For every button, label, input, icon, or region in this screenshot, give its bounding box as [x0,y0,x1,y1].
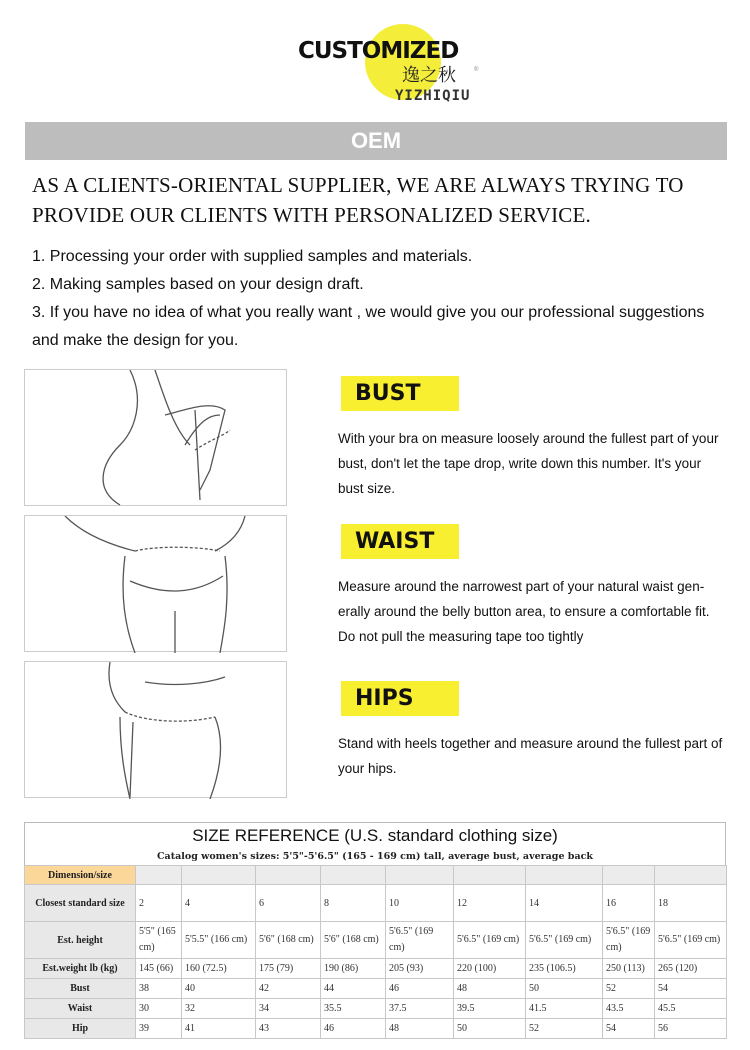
table-cell: 41 [182,1019,256,1039]
table-cell: 48 [386,1019,454,1039]
table-header-row [25,866,727,885]
table-cell: 50 [454,1019,526,1039]
waist-illustration [24,515,287,652]
table-row [25,885,727,922]
service-item: 3. If you have no idea of what you really want , we would give you our professional suggestions and make the design for you. [32,304,705,349]
hips-label: HIPS [341,681,459,716]
row-label: Est. height [25,922,136,959]
table-cell: 5'6.5" (169 cm) [655,922,727,959]
table-cell: 205 (93) [386,959,454,979]
table-cell: 45.5 [655,999,727,1019]
table-cell: 5'6.5" (169 cm) [454,922,526,959]
header-cell [526,866,603,885]
table-cell: 46 [321,1019,386,1039]
table-cell: 2 [136,885,182,922]
table-cell: 5'6.5" (169 cm) [603,922,655,959]
row-label: Hip [25,1019,136,1039]
row-label: Closest standard size [25,885,136,922]
table-cell: 39.5 [454,999,526,1019]
table-cell: 5'6" (168 cm) [256,922,321,959]
table-cell: 5'6.5" (169 cm) [526,922,603,959]
logo-registered: ® [474,67,479,73]
table-cell: 43.5 [603,999,655,1019]
table-cell: 46 [386,979,454,999]
row-label: Est.weight lb (kg) [25,959,136,979]
bust-label: BUST [341,376,459,411]
table-cell: 4 [182,885,256,922]
table-cell: 8 [321,885,386,922]
table-cell: 39 [136,1019,182,1039]
header-cell [256,866,321,885]
table-cell: 43 [256,1019,321,1039]
size-table-title: SIZE REFERENCE (U.S. standard clothing size) [192,826,558,845]
header-cell [603,866,655,885]
header-cell [454,866,526,885]
table-cell: 48 [454,979,526,999]
table-cell: 50 [526,979,603,999]
hips-illustration [24,661,287,798]
table-cell: 12 [454,885,526,922]
logo-text: CUSTOMIZED [298,38,459,64]
size-table-subtitle: Catalog women's sizes: 5'5"-5'6.5" (165 - 169 cm) tall, average bust, average back [157,851,593,862]
logo-brand: YIZHIQIU [395,88,471,104]
row-label: Waist [25,999,136,1019]
table-cell: 5'5" (165 cm) [136,922,182,959]
table-row [25,1019,727,1039]
table-cell: 160 (72.5) [182,959,256,979]
table-cell: 14 [526,885,603,922]
table-cell: 145 (66) [136,959,182,979]
service-item: 1. Processing your order with supplied samples and materials. [32,248,473,265]
oem-banner: OEM [25,122,727,160]
table-row [25,959,727,979]
table-cell: 16 [603,885,655,922]
table-cell: 37.5 [386,999,454,1019]
bust-illustration [24,369,287,506]
table-cell: 6 [256,885,321,922]
table-row [25,979,727,999]
table-cell: 54 [655,979,727,999]
service-item: 2. Making samples based on your design draft. [32,276,364,293]
table-cell: 44 [321,979,386,999]
header-cell [321,866,386,885]
header-cell [136,866,182,885]
table-cell: 54 [603,1019,655,1039]
header-cell [655,866,727,885]
service-list [32,243,732,355]
table-cell: 56 [655,1019,727,1039]
waist-description: Measure around the narrowest part of your natural waist gen-erally around the belly button area, to ensure a comfortable fit. Do not pull the measuring tape too tightly [338,579,710,644]
table-cell: 32 [182,999,256,1019]
table-cell: 35.5 [321,999,386,1019]
table-cell: 190 (86) [321,959,386,979]
headline: AS A CLIENTS-ORIENTAL SUPPLIER, WE ARE ALWAYS TRYING TO PROVIDE OUR CLIENTS WITH PERSONALIZED SERVICE. [32,173,684,227]
table-row [25,999,727,1019]
table-cell: 38 [136,979,182,999]
header-cell [182,866,256,885]
waist-label: WAIST [341,524,459,559]
table-row [25,922,727,959]
table-cell: 5'5.5" (166 cm) [182,922,256,959]
table-cell: 34 [256,999,321,1019]
row-label: Bust [25,979,136,999]
table-cell: 175 (79) [256,959,321,979]
table-cell: 235 (106.5) [526,959,603,979]
table-cell: 10 [386,885,454,922]
table-cell: 5'6.5" (169 cm) [386,922,454,959]
table-cell: 40 [182,979,256,999]
table-cell: 41.5 [526,999,603,1019]
table-cell: 220 (100) [454,959,526,979]
hips-description: Stand with heels together and measure around the fullest part of your hips. [338,736,723,776]
table-cell: 265 (120) [655,959,727,979]
header-cell: Dimension/size [25,866,136,885]
table-cell: 42 [256,979,321,999]
table-cell: 250 (113) [603,959,655,979]
bust-description: With your bra on measure loosely around the fullest part of your bust, don't let the tape drop, write down this number. It's your bust size. [338,431,719,496]
table-cell: 5'6" (168 cm) [321,922,386,959]
table-cell: 52 [603,979,655,999]
size-table [24,865,727,1039]
table-cell: 52 [526,1019,603,1039]
table-cell: 30 [136,999,182,1019]
logo-chinese: 逸之秋 [402,65,456,86]
header-cell [386,866,454,885]
table-cell: 18 [655,885,727,922]
